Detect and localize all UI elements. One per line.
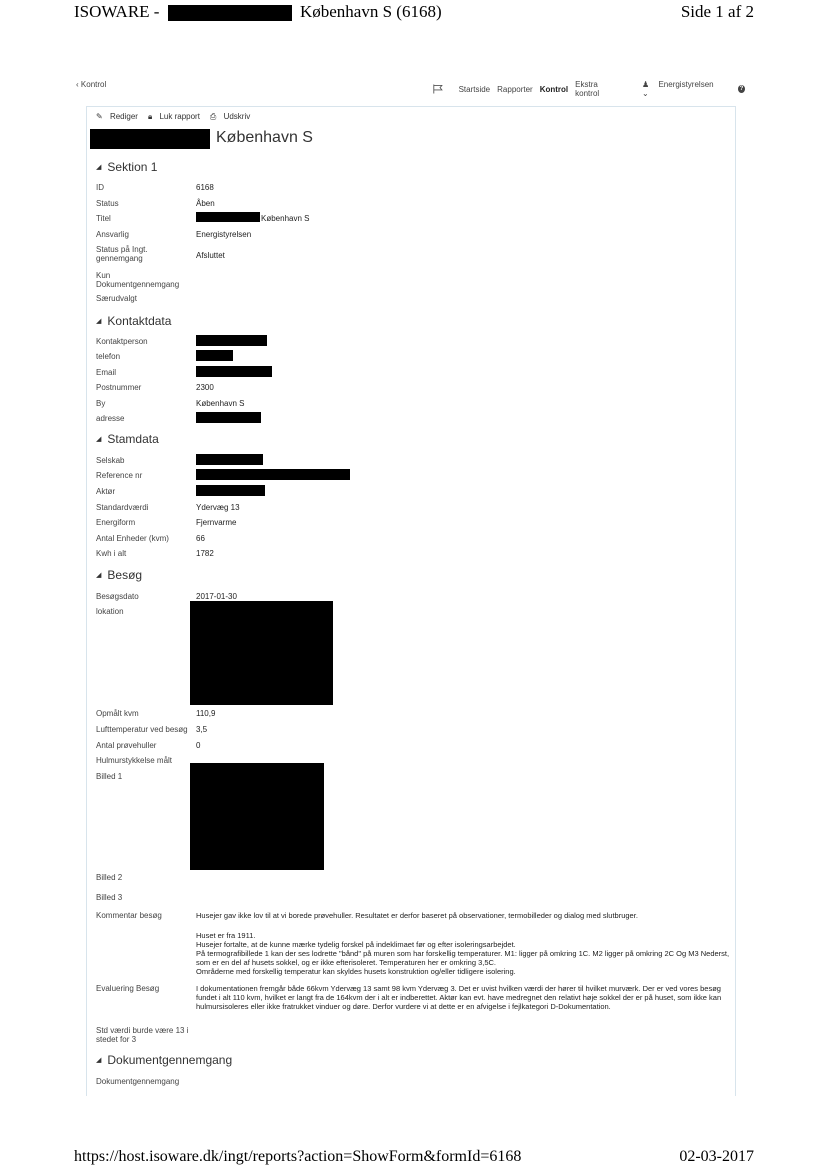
- section-title: Dokumentgennemgang: [107, 1053, 233, 1067]
- print-page-label: Side 1 af 2: [680, 2, 754, 21]
- value-besogsdato: 2017-01-30: [196, 592, 237, 601]
- value-evaluering-besog: I dokumentationen fremgår både 66kvm Ydervæg 13 samt 98 kvm Ydervæg 3. Det er uvist hvilken værdi der hører til hvilket murværk. Der er ved vores besøg fundet i alt 110 kvm, hvilket er langt fra de 164kvm der i alt er indberettet. Aktør kan evt. have medregnet den relativt høje sokkel der er på huset, som ikke kan hulmursisoleres eller ikke fratrukket vinduer og døre. Derfor vurdere vi at dette er en afvigelse i fejlkategori D-Dokumentation.: [196, 984, 722, 1011]
- kommentar-line: Husejer fortalte, at de kunne mærke tydelig forskel på indeklimaet før og efter isoleringsarbejdet.: [196, 940, 516, 949]
- redacted-block: [196, 454, 263, 465]
- value-standardvaerdi: Ydervæg 13: [196, 503, 240, 512]
- label-titel: Titel: [96, 214, 111, 223]
- section-title: Kontaktdata: [107, 314, 172, 328]
- collapse-triangle-icon: ◢: [96, 318, 102, 325]
- chevron-down-icon: ⌄: [642, 89, 649, 98]
- label-ansvarlig: Ansvarlig: [96, 230, 129, 239]
- nav-item-startside[interactable]: Startside: [458, 84, 491, 94]
- label-billed-1: Billed 1: [96, 772, 123, 781]
- kommentar-line: Huset er fra 1911.: [196, 931, 256, 940]
- nav-item-rapporter[interactable]: Rapporter: [497, 84, 533, 94]
- label-hulmurstykkelse: Hulmurstykkelse målt: [96, 756, 173, 765]
- collapse-triangle-icon: ◢: [96, 164, 102, 171]
- print-button[interactable]: [210, 112, 255, 122]
- collapse-triangle-icon: ◢: [96, 572, 102, 579]
- value-titel: København S: [261, 214, 310, 223]
- value-kommentar-details: [196, 931, 732, 976]
- report-toolbar: [96, 112, 260, 122]
- value-id: 6168: [196, 183, 214, 192]
- label-kwh: Kwh i alt: [96, 549, 127, 558]
- redacted-block: [168, 5, 292, 21]
- value-lufttemperatur: 3,5: [196, 725, 208, 734]
- label-by: By: [96, 399, 106, 408]
- back-link-label: Kontrol: [80, 80, 107, 89]
- top-navbar: [76, 80, 752, 98]
- back-link[interactable]: [76, 80, 106, 89]
- edit-label: Rediger: [109, 112, 138, 121]
- print-footer: [74, 1148, 754, 1170]
- value-kwh: 1782: [196, 549, 214, 558]
- redacted-block: [196, 469, 350, 480]
- redacted-block: [90, 129, 210, 149]
- section-title: Besøg: [107, 568, 143, 582]
- main-menu: [432, 80, 752, 98]
- section-header-kontaktdata[interactable]: [96, 314, 171, 328]
- flag-icon[interactable]: [432, 84, 445, 94]
- label-aktor: Aktør: [96, 487, 116, 496]
- print-header-left: [74, 2, 442, 22]
- value-postnummer: 2300: [196, 383, 214, 392]
- help-icon[interactable]: ?: [739, 86, 744, 92]
- redacted-photo-image: [190, 763, 324, 870]
- collapse-triangle-icon: ◢: [96, 1057, 102, 1064]
- value-energiform: Fjernvarme: [196, 518, 237, 527]
- label-kontaktperson: Kontaktperson: [96, 337, 148, 346]
- label-billed-3: Billed 3: [96, 893, 123, 902]
- label-selskab: Selskab: [96, 456, 125, 465]
- label-billed-2: Billed 2: [96, 873, 123, 882]
- label-status-ingt: Status på Ingt. gennemgang: [96, 245, 148, 263]
- user-icon: ♟: [642, 80, 650, 89]
- label-kommentar-besog: Kommentar besøg: [96, 911, 162, 920]
- section-header-sektion-1[interactable]: [96, 160, 157, 174]
- label-lufttemperatur: Lufttemperatur ved besøg: [96, 725, 188, 734]
- value-antal-provehuller: 0: [196, 741, 201, 750]
- redacted-block: [196, 350, 233, 361]
- label-id: ID: [96, 183, 104, 192]
- kommentar-line: Områderne med forskellig temperatur kan skyldes husets konstruktion og/eller tidligere isolering.: [196, 967, 516, 976]
- label-lokation: lokation: [96, 607, 124, 616]
- redacted-block: [196, 335, 267, 346]
- redacted-block: [196, 366, 272, 377]
- print-header: [74, 2, 754, 26]
- section-header-dokumentgennemgang[interactable]: [96, 1053, 232, 1067]
- section-title: Sektion 1: [107, 160, 158, 174]
- user-menu[interactable]: [642, 80, 727, 98]
- chevron-left-icon: ‹: [76, 80, 79, 89]
- print-footer-url: https://host.isoware.dk/ingt/reports?action=ShowForm&formId=6168: [74, 1148, 522, 1165]
- label-postnummer: Postnummer: [96, 383, 142, 392]
- value-ansvarlig: Energistyrelsen: [196, 230, 252, 239]
- label-adresse: adresse: [96, 414, 125, 423]
- label-kun-dokumentgennemgang: Kun Dokumentgennemgang: [96, 271, 180, 289]
- label-reference-nr: Reference nr: [96, 471, 143, 480]
- label-email: Email: [96, 368, 117, 377]
- redacted-map-image: [190, 601, 333, 705]
- printer-icon: ⎙: [209, 112, 217, 121]
- value-status-ingt: Afsluttet: [196, 251, 225, 260]
- redacted-block: [196, 412, 261, 423]
- label-dokumentgennemgang: Dokumentgennemgang: [96, 1077, 180, 1086]
- label-std-vaerdi: Std værdi burde være 13 i stedet for 3: [96, 1026, 189, 1044]
- close-report-button[interactable]: [148, 112, 205, 122]
- value-by: København S: [196, 399, 245, 408]
- value-opmalt-kvm: 110,9: [196, 709, 216, 718]
- label-besogsdato: Besøgsdato: [96, 592, 139, 601]
- print-header-location: København S (6168): [299, 2, 442, 21]
- redacted-block: [196, 485, 265, 496]
- label-telefon: telefon: [96, 352, 121, 361]
- redacted-block: [196, 212, 260, 222]
- label-standardvaerdi: Standardværdi: [96, 503, 149, 512]
- nav-item-ekstra-kontrol[interactable]: Ekstra kontrol: [575, 80, 600, 98]
- lock-icon: 🔒︎: [147, 112, 153, 121]
- edit-icon: ✎: [96, 112, 103, 121]
- nav-item-kontrol[interactable]: Kontrol: [539, 84, 569, 94]
- collapse-triangle-icon: ◢: [96, 436, 102, 443]
- print-footer-date: 02-03-2017: [679, 1148, 754, 1165]
- print-label: Udskriv: [223, 112, 251, 121]
- close-report-label: Luk rapport: [159, 112, 200, 121]
- label-antal-enheder: Antal Enheder (kvm): [96, 534, 169, 543]
- label-antal-provehuller: Antal prøvehuller: [96, 741, 157, 750]
- value-kommentar-intro: Husejer gav ikke lov til at vi borede prøvehuller. Resultatet er derfor baseret på observationer, termobilleder og dialog med slutbruger.: [196, 911, 638, 920]
- label-evaluering-besog: Evaluering Besøg: [96, 984, 160, 993]
- label-opmalt-kvm: Opmålt kvm: [96, 709, 139, 718]
- section-header-stamdata[interactable]: [96, 432, 159, 446]
- report-title: København S: [216, 129, 313, 146]
- value-antal-enheder: 66: [196, 534, 205, 543]
- user-name: Energistyrelsen: [658, 80, 714, 89]
- label-saerudvalgt: Særudvalgt: [96, 294, 137, 303]
- value-status: Åben: [196, 199, 215, 208]
- section-header-besog[interactable]: [96, 568, 142, 582]
- print-header-prefix: ISOWARE -: [74, 2, 160, 21]
- label-status: Status: [96, 199, 119, 208]
- label-energiform: Energiform: [96, 518, 136, 527]
- section-title: Stamdata: [107, 432, 159, 446]
- edit-button[interactable]: [96, 112, 143, 122]
- kommentar-line: På termografibillede 1 kan der ses lodrette "bånd" på muren som har forskellig temperaturer. M1: ligger på omkring 1C. M2 ligger på omkring 2C Og M3 Nederst, som er en del af husets sokkel, og er ikke efterisoleret. Temperaturen her er omkring 3,5C.: [196, 949, 730, 967]
